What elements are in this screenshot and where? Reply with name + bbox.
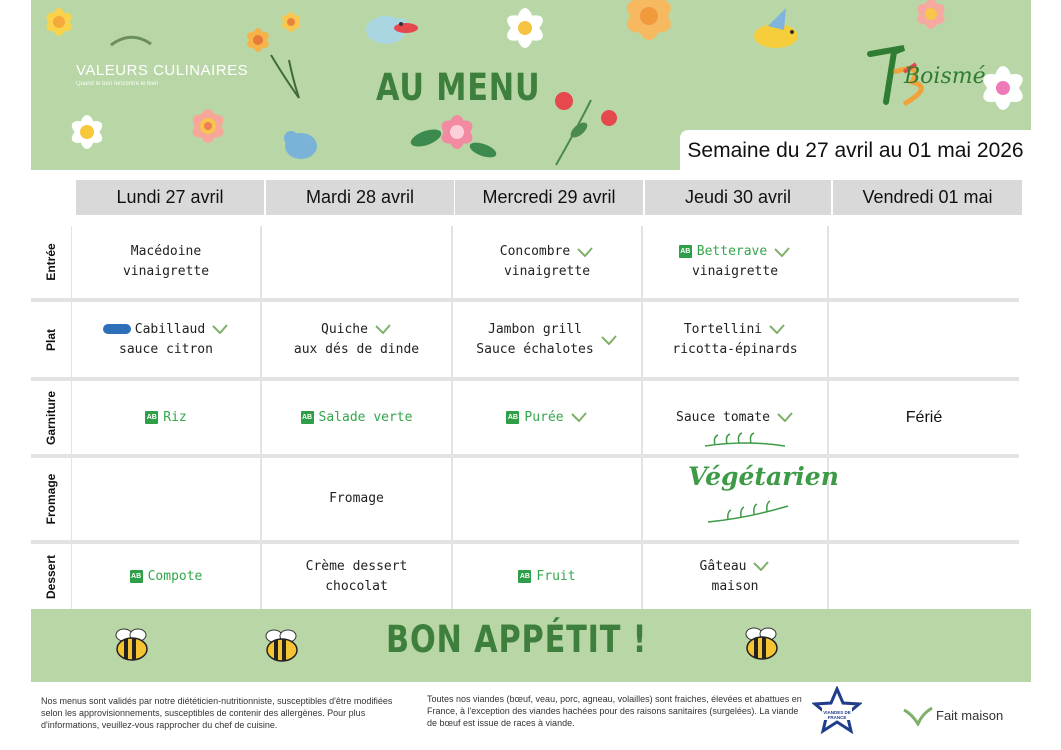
row-label-plat: Plat <box>31 302 71 377</box>
bio-label-icon: AB <box>145 411 158 424</box>
vegetarian-label: Végétarien <box>688 462 839 491</box>
bio-label-icon: AB <box>130 570 143 583</box>
fait-maison-leaf-icon <box>776 412 794 422</box>
fait-maison-leaf-icon <box>211 324 229 334</box>
bio-label-icon: AB <box>518 570 531 583</box>
cell-garniture-jeudi: Sauce tomate <box>643 381 827 454</box>
fait-maison-leaf-icon <box>600 335 618 345</box>
fait-maison-legend: Fait maison <box>936 708 1004 723</box>
cell-dessert-mercredi: AB Fruit <box>453 544 641 609</box>
cell-garniture-vendredi <box>829 381 1019 454</box>
fait-maison-leaf-icon <box>768 324 786 334</box>
fait-maison-leaf-icon <box>773 247 791 257</box>
cell-plat-mardi: Quiche aux dés de dinde <box>262 302 451 377</box>
bee-icon <box>262 628 302 664</box>
cell-plat-vendredi <box>829 302 1019 377</box>
logo-text: Boismé <box>904 64 986 89</box>
page-title: AU MENU <box>376 66 541 109</box>
brand-name: VALEURS CULINAIRES <box>76 62 249 79</box>
bee-icon <box>742 626 782 662</box>
cell-plat-mercredi: Jambon grill Sauce échalotes <box>453 302 641 377</box>
fait-maison-leaf-icon <box>570 412 588 422</box>
row-label-dessert: Dessert <box>31 544 71 609</box>
row-label-fromage: Fromage <box>31 458 71 540</box>
bio-label-icon: AB <box>301 411 314 424</box>
day-header-jeudi: Jeudi 30 avril <box>645 180 831 215</box>
cell-garniture-lundi: AB Riz <box>72 381 260 454</box>
cell-entree-mardi <box>262 226 451 298</box>
row-label-entree: Entrée <box>31 226 71 298</box>
row-label-garniture: Garniture <box>31 381 71 454</box>
viandes-label: VIANDES DE FRANCE <box>823 710 851 720</box>
cell-entree-jeudi: AB Betterave vinaigrette <box>643 226 827 298</box>
vegetarian-branch-icon <box>703 500 793 530</box>
msc-label-icon <box>103 324 131 334</box>
day-header-lundi: Lundi 27 avril <box>76 180 264 215</box>
day-header-mercredi: Mercredi 29 avril <box>455 180 643 215</box>
fait-maison-leaf-icon <box>374 324 392 334</box>
cell-entree-mercredi: Concombre vinaigrette <box>453 226 641 298</box>
week-range: Semaine du 27 avril au 01 mai 2026 <box>680 130 1031 170</box>
brand-logo <box>76 62 248 87</box>
day-header-mardi: Mardi 28 avril <box>266 180 454 215</box>
boisme-logo <box>864 42 994 112</box>
brand-tagline: Quand le bon rencontre le bien <box>76 81 159 87</box>
cell-dessert-lundi: AB Compote <box>72 544 260 609</box>
cell-fromage-vendredi <box>829 458 1019 540</box>
cell-dessert-vendredi <box>829 544 1019 609</box>
cell-fromage-mardi: Fromage <box>262 458 451 540</box>
cell-plat-jeudi: Tortellini ricotta-épinards <box>643 302 827 377</box>
note-left: Nos menus sont validés par notre diététicien-nutritionniste, susceptibles d'être modifiées selon les approvisionnements, susceptibles de contenir des allergènes. Pour plus d'informations, veuillez-vous rapprocher du chef de cuisine. <box>41 696 393 730</box>
viandes-de-france-logo <box>812 686 862 736</box>
fait-maison-leaf-icon <box>752 561 770 571</box>
note-right: Toutes nos viandes (bœuf, veau, porc, agneau, volailles) sont fraiches, élevées et abattues en France, à l'exception des viandes hachées pour des raisons sanitaires (surgelées). La viande de bœuf est issue de races à viande. <box>427 694 802 728</box>
cell-dessert-mardi: Crème dessert chocolat <box>262 544 451 609</box>
day-header-vendredi: Vendredi 01 mai <box>833 180 1022 215</box>
cell-entree-lundi: Macédoine vinaigrette <box>72 226 260 298</box>
ferie-label: Férié <box>905 408 943 426</box>
bee-icon <box>112 627 152 663</box>
cell-entree-vendredi <box>829 226 1019 298</box>
cell-garniture-mardi: AB Salade verte <box>262 381 451 454</box>
fait-maison-leaf-icon <box>902 706 934 726</box>
cell-fromage-mercredi <box>453 458 641 540</box>
bon-appetit-title: BON APPÉTIT ! <box>386 618 648 661</box>
cell-plat-lundi: Cabillaud sauce citron <box>72 302 260 377</box>
cell-garniture-mercredi: AB Purée <box>453 381 641 454</box>
cell-dessert-jeudi: Gâteau maison <box>643 544 827 609</box>
bio-label-icon: AB <box>679 245 692 258</box>
cell-fromage-lundi <box>72 458 260 540</box>
fait-maison-leaf-icon <box>576 247 594 257</box>
vegetarian-branch-icon <box>700 432 790 454</box>
bio-label-icon: AB <box>506 411 519 424</box>
